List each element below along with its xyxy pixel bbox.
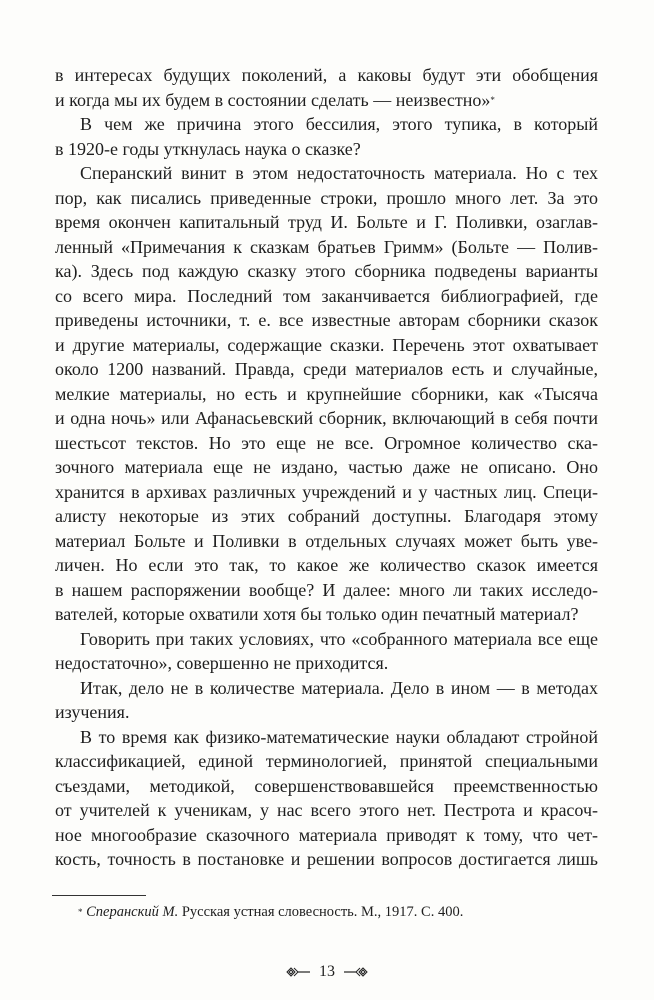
text-line: съездами, методикой, совершенствовавшейся преемственностью <box>55 775 598 796</box>
page-number-footer <box>0 962 654 982</box>
footnote <box>78 902 463 922</box>
text-line: кость, точность в постановке и решении вопросов достигается лишь <box>55 849 598 869</box>
text-line: ка). Здесь под каждую сказку этого сборника подведены варианты <box>55 261 598 281</box>
text-line: В чем же причина этого бессилия, этого тупика, в который <box>80 114 598 134</box>
footnote-author: Сперанский М. <box>86 904 179 920</box>
text-line: в 1920-е годы уткнулась наука о сказке? <box>55 138 361 159</box>
text-line: мелкие материалы, но есть и крупнейшие сборники, как «Тысяча <box>55 383 598 404</box>
text-line: в нашем распоряжении вообще? И далее: много ли таких исследо- <box>55 579 598 600</box>
paragraph <box>55 112 598 161</box>
ornament-left-icon <box>285 966 311 978</box>
text-line: ное многообразие сказочного материала приводят к тому, что чет- <box>55 824 598 845</box>
ornament-right-icon <box>343 966 369 978</box>
footnote-divider <box>52 895 146 896</box>
paragraph <box>55 161 598 627</box>
text-line: личен. Но если это так, то какое же количество сказок имеется <box>55 555 598 575</box>
text-line: ленный «Примечания к сказкам братьев Гримм» (Больте — Полив- <box>55 236 598 257</box>
footnote-mark: * <box>78 907 83 917</box>
text-line: и одна ночь» или Афанасьевский сборник, включающий в себя почти <box>55 408 598 428</box>
text-line: материал Больте и Поливки в отдельных случаях может быть уве- <box>55 530 598 551</box>
text-line: изучения. <box>55 702 130 722</box>
text-line: со всего мира. Последний том заканчивается библиографией, где <box>55 285 598 306</box>
body-text <box>55 63 598 872</box>
paragraph <box>55 63 598 112</box>
paragraph <box>55 676 598 725</box>
text-line: от учителей к ученикам, у нас всего этого нет. Пестрота и красоч- <box>55 800 598 820</box>
text-line: алисту некоторые из этих собраний доступны. Благодаря этому <box>55 506 598 526</box>
footnote-ref[interactable]: * <box>490 94 495 105</box>
paragraph <box>55 627 598 676</box>
text-line: зочного материала еще не издано, частью даже не описано. Оно <box>55 457 598 477</box>
text-line: недостаточно», совершенно не приходится. <box>55 653 389 673</box>
text-line: время окончен капитальный труд И. Больте и Г. Поливки, озаглав- <box>55 212 598 232</box>
text-line: приведены источники, т. е. все известные авторам сборники сказок <box>55 310 598 330</box>
text-line: классификацией, единой терминологией, принятой специальными <box>55 751 598 771</box>
text-line: пор, как писались приведенные строки, прошло много лет. За это <box>55 187 598 208</box>
footnote-text: Русская устная словесность. М., 1917. С. 400. <box>178 904 464 920</box>
text-line: Сперанский винит в этом недостаточность материала. Но с тех <box>80 163 598 183</box>
text-line: вателей, которые охватили хотя бы только один печатный материал? <box>55 604 579 624</box>
text-line: Итак, дело не в количестве материала. Дело в ином — в методах <box>80 677 598 698</box>
text-line: Говорить при таких условиях, что «собранного материала все еще <box>80 628 598 649</box>
text-line: В то время как физико-математические науки обладают стройной <box>80 726 598 747</box>
text-line-wrapper <box>55 88 598 113</box>
text-line: и другие материалы, содержащие сказки. Перечень этот охватывает <box>55 334 598 355</box>
text-line: около 1200 названий. Правда, среди материалов есть и случайные, <box>55 359 598 379</box>
text-line: и когда мы их будем в состоянии сделать — неизвестно» <box>55 89 491 110</box>
text-line: в интересах будущих поколений, а каковы будут эти обобщения <box>55 65 598 85</box>
text-line: шестьсот текстов. Но это еще не все. Огромное количество ска- <box>55 432 598 453</box>
page-number: 13 <box>319 963 335 980</box>
text-line: хранится в архивах различных учреждений и у частных лиц. Специ- <box>55 481 598 502</box>
paragraph <box>55 725 598 872</box>
